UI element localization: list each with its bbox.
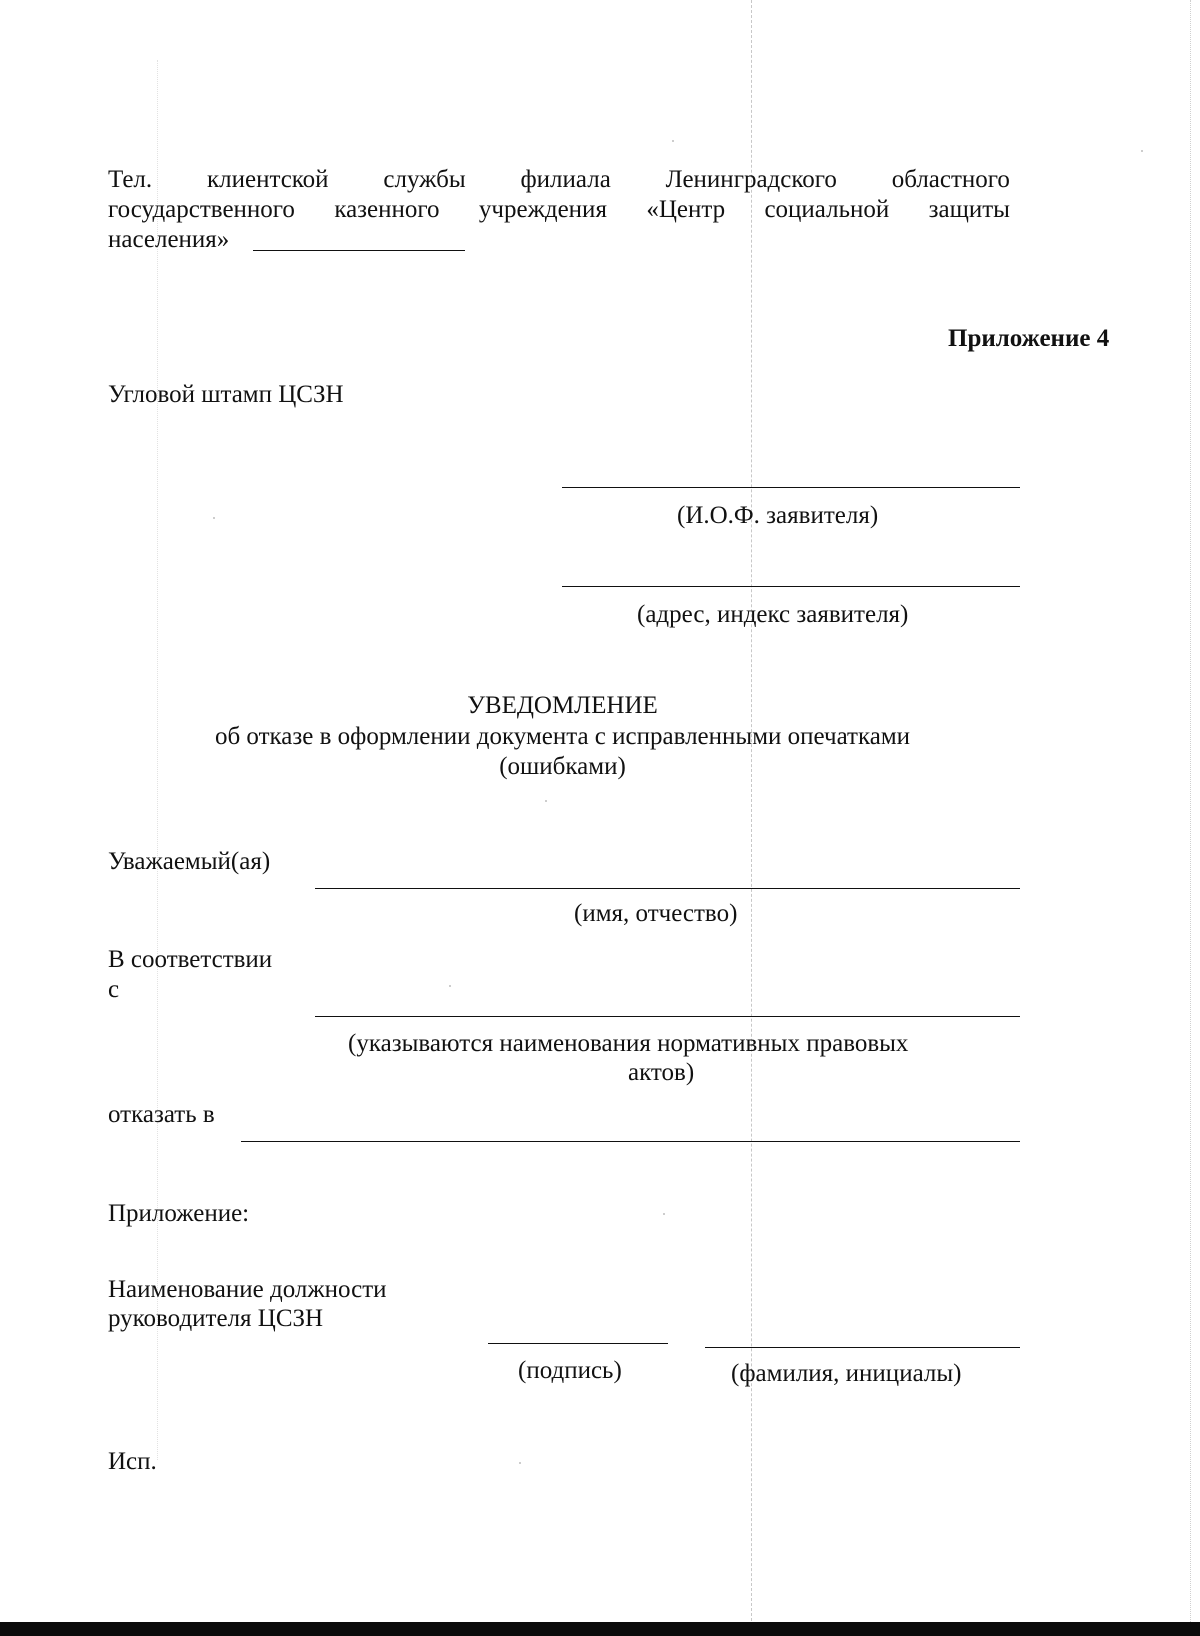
header-word: учреждения bbox=[478, 196, 607, 223]
header-word: казенного bbox=[334, 196, 440, 223]
greeting-caption: (имя, отчество) bbox=[574, 900, 738, 927]
applicant-name-line bbox=[562, 487, 1020, 488]
scan-bottom-border bbox=[0, 1622, 1200, 1636]
refuse-label: отказать в bbox=[108, 1101, 215, 1128]
executor-label: Исп. bbox=[108, 1448, 157, 1475]
scan-speck bbox=[663, 1213, 665, 1215]
basis-label-line-2: с bbox=[108, 976, 120, 1003]
signature-caption: (подпись) bbox=[518, 1357, 622, 1384]
scan-speck bbox=[519, 1462, 521, 1464]
signer-name-caption: (фамилия, инициалы) bbox=[731, 1360, 962, 1387]
header-line-2 bbox=[108, 195, 1010, 224]
header-word: Ленинградского bbox=[665, 166, 837, 193]
scan-speck bbox=[1141, 150, 1143, 152]
header-word: государственного bbox=[108, 196, 295, 223]
appendix-label: Приложение 4 bbox=[948, 325, 1110, 352]
notice-title: УВЕДОМЛЕНИЕ bbox=[467, 692, 658, 719]
greeting-label: Уважаемый(ая) bbox=[108, 848, 271, 875]
header-line-3: населения» bbox=[108, 226, 230, 253]
scan-edge-line bbox=[1190, 0, 1191, 1636]
signer-name-line bbox=[705, 1347, 1020, 1348]
header-line-1 bbox=[108, 165, 1010, 194]
header-word: «Центр bbox=[646, 196, 726, 223]
scan-speck bbox=[672, 140, 674, 142]
stamp-label: Угловой штамп ЦСЗН bbox=[108, 381, 344, 408]
notice-subtitle-line-1: об отказе в оформлении документа с исправленными опечатками bbox=[214, 723, 911, 750]
header-word: филиала bbox=[520, 166, 611, 193]
header-word: службы bbox=[383, 166, 466, 193]
attachment-label: Приложение: bbox=[108, 1200, 250, 1227]
header-word: защиты bbox=[928, 196, 1010, 223]
scan-speck bbox=[213, 517, 215, 519]
position-label-line-2: руководителя ЦСЗН bbox=[108, 1305, 324, 1332]
basis-label-line-1: В соответствии bbox=[108, 946, 273, 973]
basis-line bbox=[315, 1016, 1020, 1017]
header-word: Тел. bbox=[108, 166, 153, 193]
refuse-line bbox=[241, 1141, 1020, 1142]
header-word: клиентской bbox=[207, 166, 329, 193]
scan-speck bbox=[449, 985, 451, 987]
phone-blank-line bbox=[253, 250, 465, 251]
notice-subtitle-line-2: (ошибками) bbox=[499, 753, 626, 780]
applicant-address-line bbox=[562, 586, 1020, 587]
basis-caption-line-1: (указываются наименования нормативных правовых bbox=[348, 1030, 909, 1057]
position-label-line-1: Наименование должности bbox=[108, 1276, 387, 1303]
applicant-address-caption: (адрес, индекс заявителя) bbox=[637, 601, 909, 628]
greeting-line bbox=[315, 888, 1020, 889]
fold-line bbox=[751, 0, 752, 1636]
signature-line bbox=[488, 1343, 668, 1344]
scan-speck bbox=[545, 800, 547, 802]
applicant-name-caption: (И.О.Ф. заявителя) bbox=[677, 502, 879, 529]
header-word: областного bbox=[891, 166, 1010, 193]
header-word: социальной bbox=[764, 196, 890, 223]
basis-caption-line-2: актов) bbox=[628, 1059, 695, 1086]
